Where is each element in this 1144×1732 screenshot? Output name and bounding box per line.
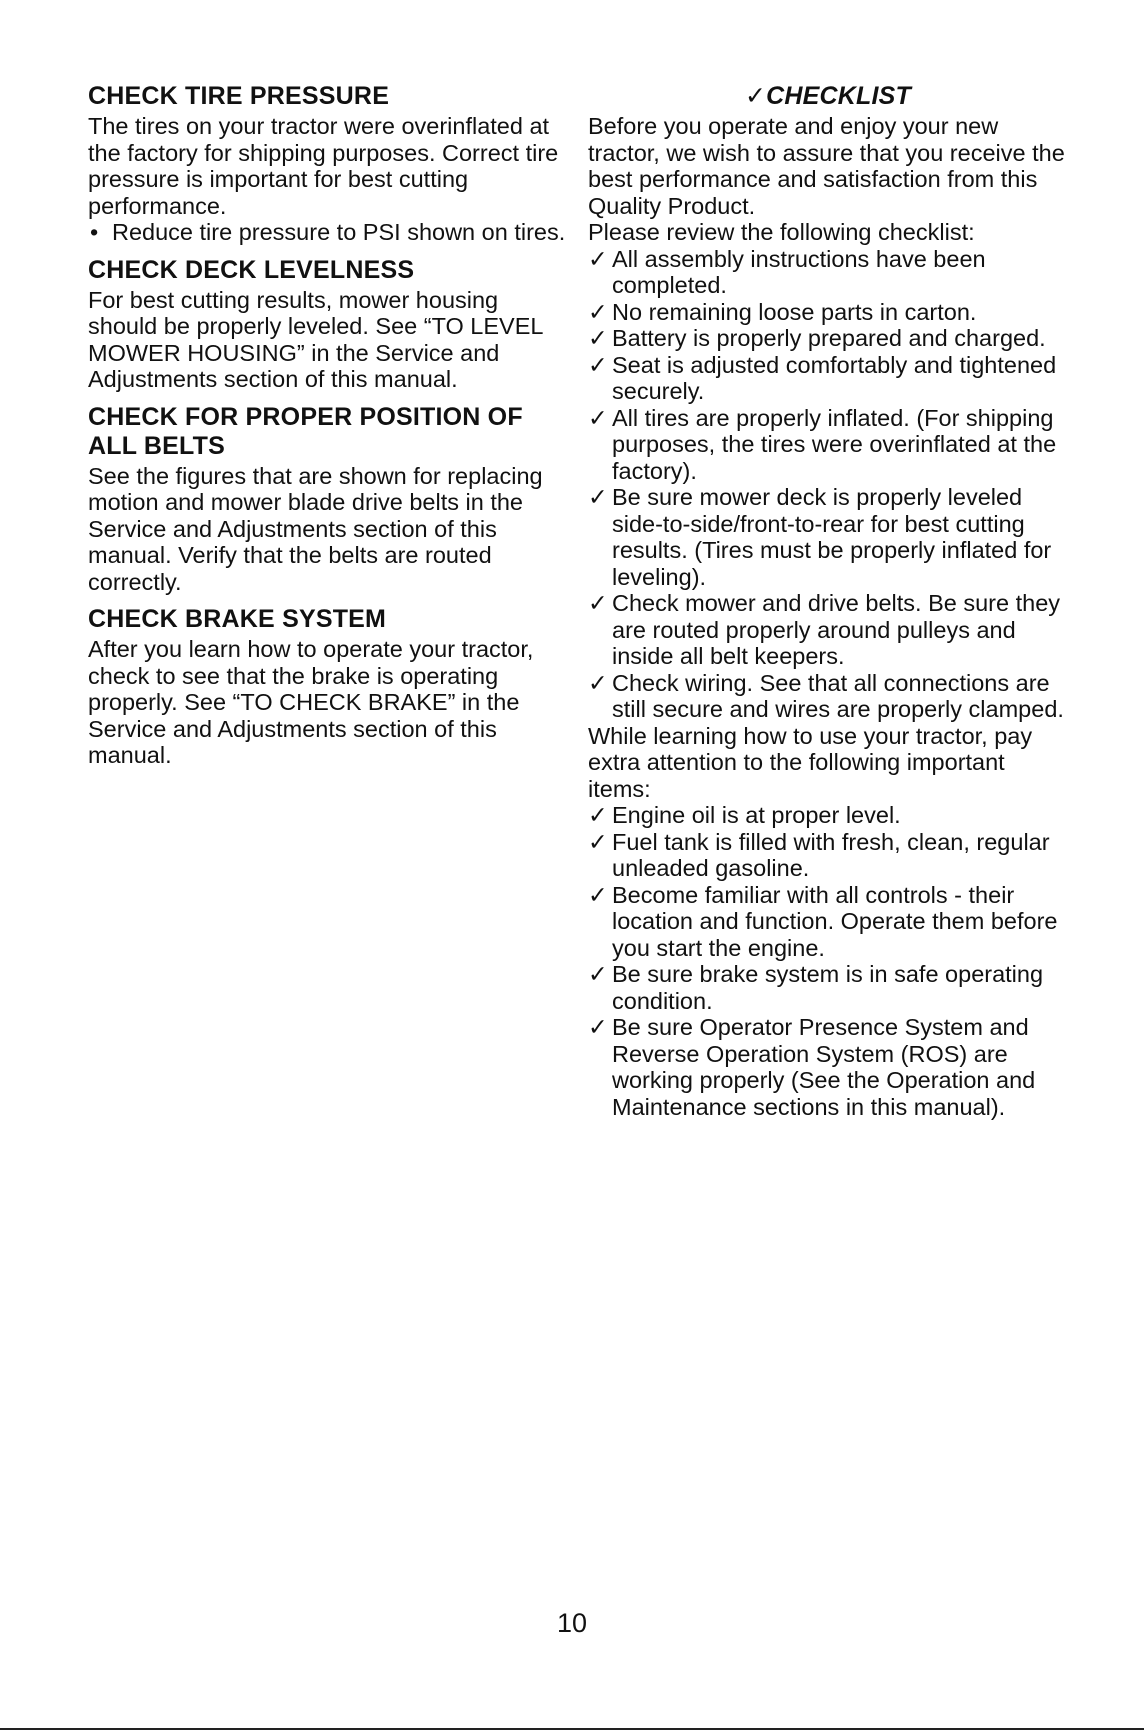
checklist-item-text: Be sure mower deck is properly leveled side-to-side/front-to-rear for best cutting results. (Tires must be properly inflated for leveling). (612, 484, 1052, 590)
checklist-intro: Before you operate and enjoy your new tractor, we wish to assure that you receive the best performance and satisfaction from this Quality Product. (588, 113, 1065, 219)
page-number: 10 (556, 1608, 588, 1638)
checkmark-icon: ✓ (588, 245, 608, 272)
bottom-divider (0, 1728, 1144, 1730)
learning-intro: While learning how to use your tractor, pay extra attention to the following important items: (588, 722, 1033, 802)
brake-body: After you learn how to operate your tractor, check to see that the brake is operating properly. See “TO CHECK BRAKE” in the Service and Adjustments section of this manual. (88, 636, 534, 768)
belts-heading: CHECK FOR PROPER POSITION OF ALL BELTS (88, 402, 523, 460)
checkmark-icon: ✓ (588, 484, 608, 510)
right-column (588, 82, 1068, 1120)
learning-item-text: Fuel tank is filled with fresh, clean, regular unleaded gasoline. (612, 828, 1050, 881)
left-column (88, 82, 568, 779)
checklist-item-text: No remaining loose parts in carton. (612, 298, 977, 325)
checkmark-icon: ✓ (744, 82, 767, 110)
deck-levelness-section (88, 256, 568, 393)
checklist-item (588, 484, 1068, 590)
belts-section (88, 403, 568, 596)
checkmark-icon: ✓ (588, 828, 608, 855)
checklist-item (588, 590, 1068, 670)
checkmark-icon: ✓ (588, 1014, 608, 1040)
checklist-item-text: Check mower and drive belts. Be sure they are routed properly around pulleys and inside all belt keepers. (612, 590, 1061, 669)
checklist-item-text: Seat is adjusted comfortably and tightened securely. (612, 351, 1057, 404)
checkmark-icon: ✓ (588, 351, 608, 378)
learning-item (588, 961, 1068, 1014)
tire-pressure-bullets (88, 219, 568, 246)
checkmark-icon: ✓ (588, 961, 608, 987)
checklist-item-text: Battery is properly prepared and charged. (612, 325, 1046, 351)
learning-item-text: Be sure Operator Presence System and Reverse Operation System (ROS) are working properly (See the Operation and Maintenance sections in this manual). (612, 1014, 1036, 1120)
checkmark-icon: ✓ (588, 802, 608, 828)
checkmark-icon: ✓ (588, 590, 608, 616)
checklist-item (588, 325, 1068, 352)
deck-levelness-heading: CHECK DECK LEVELNESS (88, 255, 415, 284)
learning-item (588, 802, 1068, 829)
learning-item-text: Engine oil is at proper level. (612, 802, 901, 828)
belts-body: See the figures that are shown for replacing motion and mower blade drive belts in the Service and Adjustments section of this manual. Verify that the belts are routed correctly. (88, 462, 543, 595)
checklist-item (588, 405, 1068, 485)
tire-pressure-body: The tires on your tractor were overinflated at the factory for shipping purposes. Correct tire pressure is important for best cutting performance. (88, 113, 559, 219)
learning-item (588, 1014, 1068, 1120)
checklist-item (588, 352, 1068, 405)
checkmark-icon: ✓ (588, 325, 608, 351)
checkmark-icon: ✓ (588, 669, 608, 696)
checklist-item (588, 246, 1068, 299)
checkmark-icon: ✓ (588, 298, 608, 325)
learning-item-text: Become familiar with all controls - their location and function. Operate them before you start the engine. (612, 881, 1058, 961)
checkmark-icon: ✓ (588, 881, 608, 908)
learning-items (588, 802, 1068, 1120)
tire-pressure-section (88, 82, 568, 246)
checklist-item-text: All tires are properly inflated. (For shipping purposes, the tires were overinflated at the factory). (612, 404, 1057, 484)
tire-pressure-heading: CHECK TIRE PRESSURE (88, 82, 390, 110)
brake-heading: CHECK BRAKE SYSTEM (88, 605, 387, 633)
brake-section (88, 605, 568, 769)
checklist-heading-text: CHECKLIST (766, 82, 911, 110)
learning-item (588, 882, 1068, 962)
learning-item-text: Be sure brake system is in safe operating condition. (612, 961, 1044, 1014)
checklist-items (588, 246, 1068, 723)
checklist-item-text: Check wiring. See that all connections are still secure and wires are properly clamped. (612, 669, 1064, 722)
deck-levelness-body: For best cutting results, mower housing should be properly leveled. See “TO LEVEL MOWER HOUSING” in the Service and Adjustments section of this manual. (88, 286, 543, 392)
learning-item (588, 829, 1068, 882)
checklist-item (588, 299, 1068, 326)
tire-pressure-bullet: • Reduce tire pressure to PSI shown on tires. (88, 219, 568, 246)
checklist-review-prompt: Please review the following checklist: (588, 219, 975, 245)
checklist-heading (588, 82, 1068, 111)
checkmark-icon: ✓ (588, 404, 608, 431)
checklist-item-text: All assembly instructions have been completed. (612, 245, 986, 298)
checklist-item (588, 670, 1068, 723)
